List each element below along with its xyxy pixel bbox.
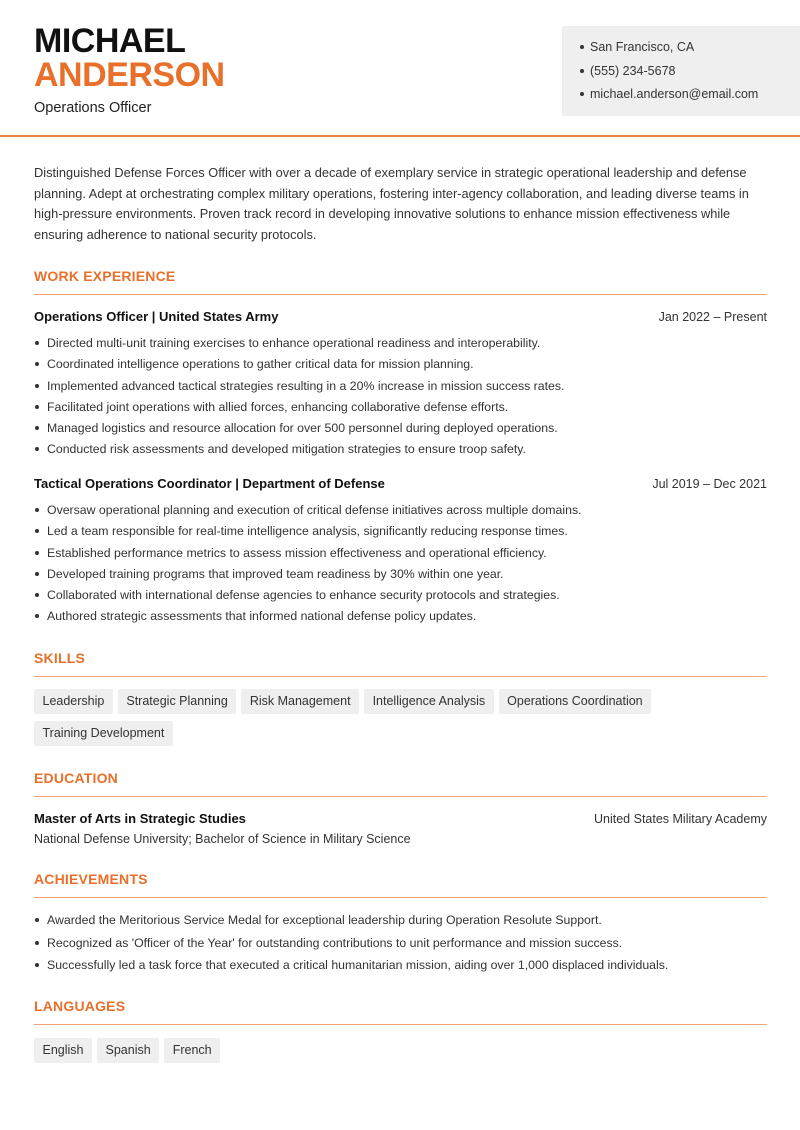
- list-item: Successfully led a task force that executed a critical humanitarian mission, aiding over 1,000 displaced individuals.: [34, 956, 774, 979]
- section-divider: [34, 676, 767, 677]
- job-title: Operations Officer: [34, 100, 152, 116]
- contact-email: michael.anderson@email.com: [562, 85, 800, 109]
- contact-phone: (555) 234-5678: [562, 62, 800, 86]
- job-bullets: [34, 501, 774, 629]
- skill-chip: Strategic Planning: [118, 689, 236, 714]
- section-divider: [34, 796, 767, 797]
- last-name: ANDERSON: [34, 56, 225, 94]
- list-item: Coordinated intelligence operations to gather critical data for mission planning.: [34, 355, 774, 376]
- skills-list: [34, 689, 774, 753]
- list-item: Managed logistics and resource allocation for over 500 personnel during deployed operations.: [34, 419, 774, 440]
- list-item: Collaborated with international defense agencies to enhance security protocols and strategies.: [34, 586, 774, 607]
- list-item: Directed multi-unit training exercises to enhance operational readiness and interoperability.: [34, 334, 774, 355]
- resume-header: [0, 0, 800, 137]
- skill-chip: Risk Management: [241, 689, 359, 714]
- first-name: MICHAEL: [34, 22, 186, 60]
- job-header: [34, 475, 767, 493]
- list-item: Established performance metrics to assess mission effectiveness and operational efficiency.: [34, 544, 774, 565]
- job-dates: Jan 2022 – Present: [658, 310, 767, 324]
- skills-heading: SKILLS: [34, 650, 85, 666]
- contact-box: [562, 26, 800, 116]
- contact-location: San Francisco, CA: [562, 38, 800, 62]
- job-bullets: [34, 334, 774, 462]
- education-detail: National Defense University; Bachelor of Science in Military Science: [34, 832, 411, 846]
- list-item: Authored strategic assessments that informed national defense policy updates.: [34, 607, 774, 628]
- languages-list: [34, 1038, 774, 1070]
- work-experience-heading: WORK EXPERIENCE: [34, 268, 176, 284]
- section-divider: [34, 897, 767, 898]
- section-divider: [34, 1024, 767, 1025]
- job-dates: Jul 2019 – Dec 2021: [652, 477, 767, 491]
- list-item: Conducted risk assessments and developed mitigation strategies to ensure troop safety.: [34, 440, 774, 461]
- list-item: Led a team responsible for real-time intelligence analysis, significantly reducing response times.: [34, 522, 774, 543]
- section-divider: [34, 294, 767, 295]
- achievements-list: [34, 911, 774, 979]
- skill-chip: Leadership: [34, 689, 113, 714]
- list-item: Implemented advanced tactical strategies resulting in a 20% increase in mission success rates.: [34, 377, 774, 398]
- job-header: [34, 308, 767, 326]
- language-chip: Spanish: [97, 1038, 159, 1063]
- list-item: Oversaw operational planning and execution of critical defense initiatives across multiple domains.: [34, 501, 774, 522]
- job-role: Tactical Operations Coordinator | Department of Defense: [34, 476, 385, 491]
- list-item: Awarded the Meritorious Service Medal for exceptional leadership during Operation Resolute Support.: [34, 911, 774, 934]
- education-degree: Master of Arts in Strategic Studies: [34, 811, 246, 826]
- language-chip: English: [34, 1038, 92, 1063]
- language-chip: French: [164, 1038, 220, 1063]
- achievements-heading: ACHIEVEMENTS: [34, 871, 148, 887]
- list-item: Facilitated joint operations with allied forces, enhancing collaborative defense efforts.: [34, 398, 774, 419]
- skill-chip: Training Development: [34, 721, 173, 746]
- education-school: United States Military Academy: [594, 812, 767, 826]
- skill-chip: Operations Coordination: [499, 689, 652, 714]
- list-item: Developed training programs that improved team readiness by 30% within one year.: [34, 565, 774, 586]
- education-heading: EDUCATION: [34, 770, 118, 786]
- list-item: Recognized as 'Officer of the Year' for outstanding contributions to unit performance and mission success.: [34, 934, 774, 957]
- skill-chip: Intelligence Analysis: [364, 689, 494, 714]
- job-role: Operations Officer | United States Army: [34, 309, 279, 324]
- languages-heading: LANGUAGES: [34, 998, 126, 1014]
- profile-summary: Distinguished Defense Forces Officer with over a decade of exemplary service in strategic operational leadership and defense planning. Adept at orchestrating complex military operations, fostering inter-agency collaboration, and leading diverse teams in high-pressure environments. Proven track record in developing innovative solutions to enhance mission effectiveness while ensuring adherence to national security protocols.: [34, 165, 749, 242]
